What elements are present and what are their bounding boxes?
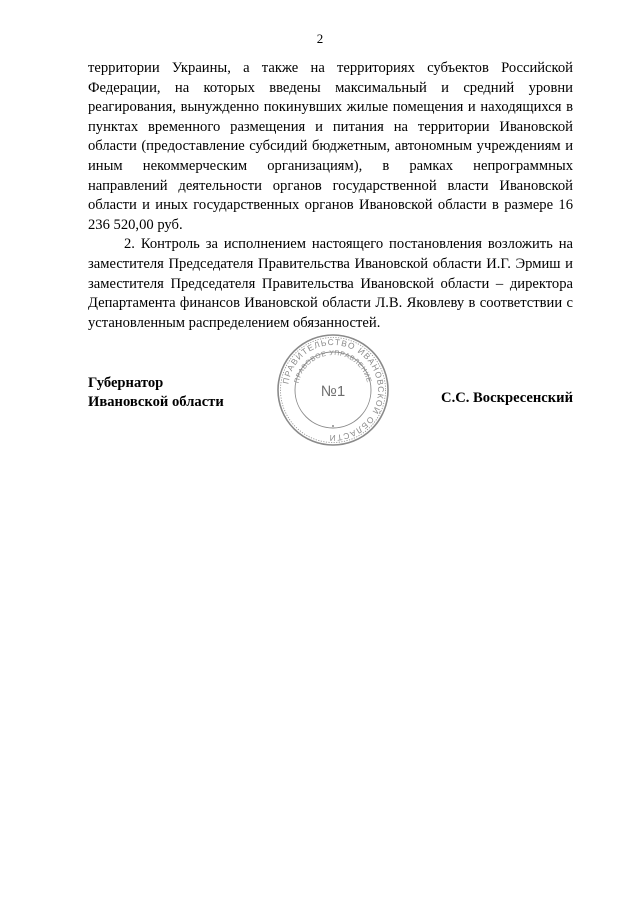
signatory-title: Губернатор	[88, 375, 164, 391]
seal-bottom-dot	[332, 425, 334, 427]
official-seal-stamp	[276, 333, 390, 447]
seal-number: №1	[320, 383, 346, 400]
paragraph-control-clause: 2. Контроль за исполнением настоящего постановления возложить на заместителя Председателя Правительства Ивановской области И.Г. Эрмиш и заместителя Председателя Правительства Ивановской области – директора Департамента финансов Ивановской области Л.В. Яковлеву в соответствии с установленным распределением обязанностей.	[88, 236, 573, 331]
signatory-region: Ивановской области	[88, 394, 224, 410]
page-number: 2	[316, 31, 324, 46]
signatory-name: С.С. Воскресенский	[441, 390, 573, 406]
paragraph-continuation: территории Украины, а также на территориях субъектов Российской Федерации, на которых введены максимальный и средний уровни реагирования, вынужденно покинувших жилые помещения и находящихся в пунктах временного размещения и питания на территории Ивановской области (предоставление субсидий бюджетным, автономным учреждениям и иным некоммерческим организациям), в рамках непрограммных направлений деятельности органов государственной власти Ивановской области и иных государственных органов Ивановской области в размере 16 236 520,00 руб.	[88, 60, 573, 233]
seal-outer-text: ПРАВИТЕЛЬСТВО ИВАНОВСКОЙ ОБЛАСТИ	[280, 336, 387, 444]
document-body	[88, 59, 573, 333]
seal-inner-text: ПРАВОВОЕ УПРАВЛЕНИЕ	[293, 349, 373, 384]
signatory-position	[88, 374, 224, 412]
